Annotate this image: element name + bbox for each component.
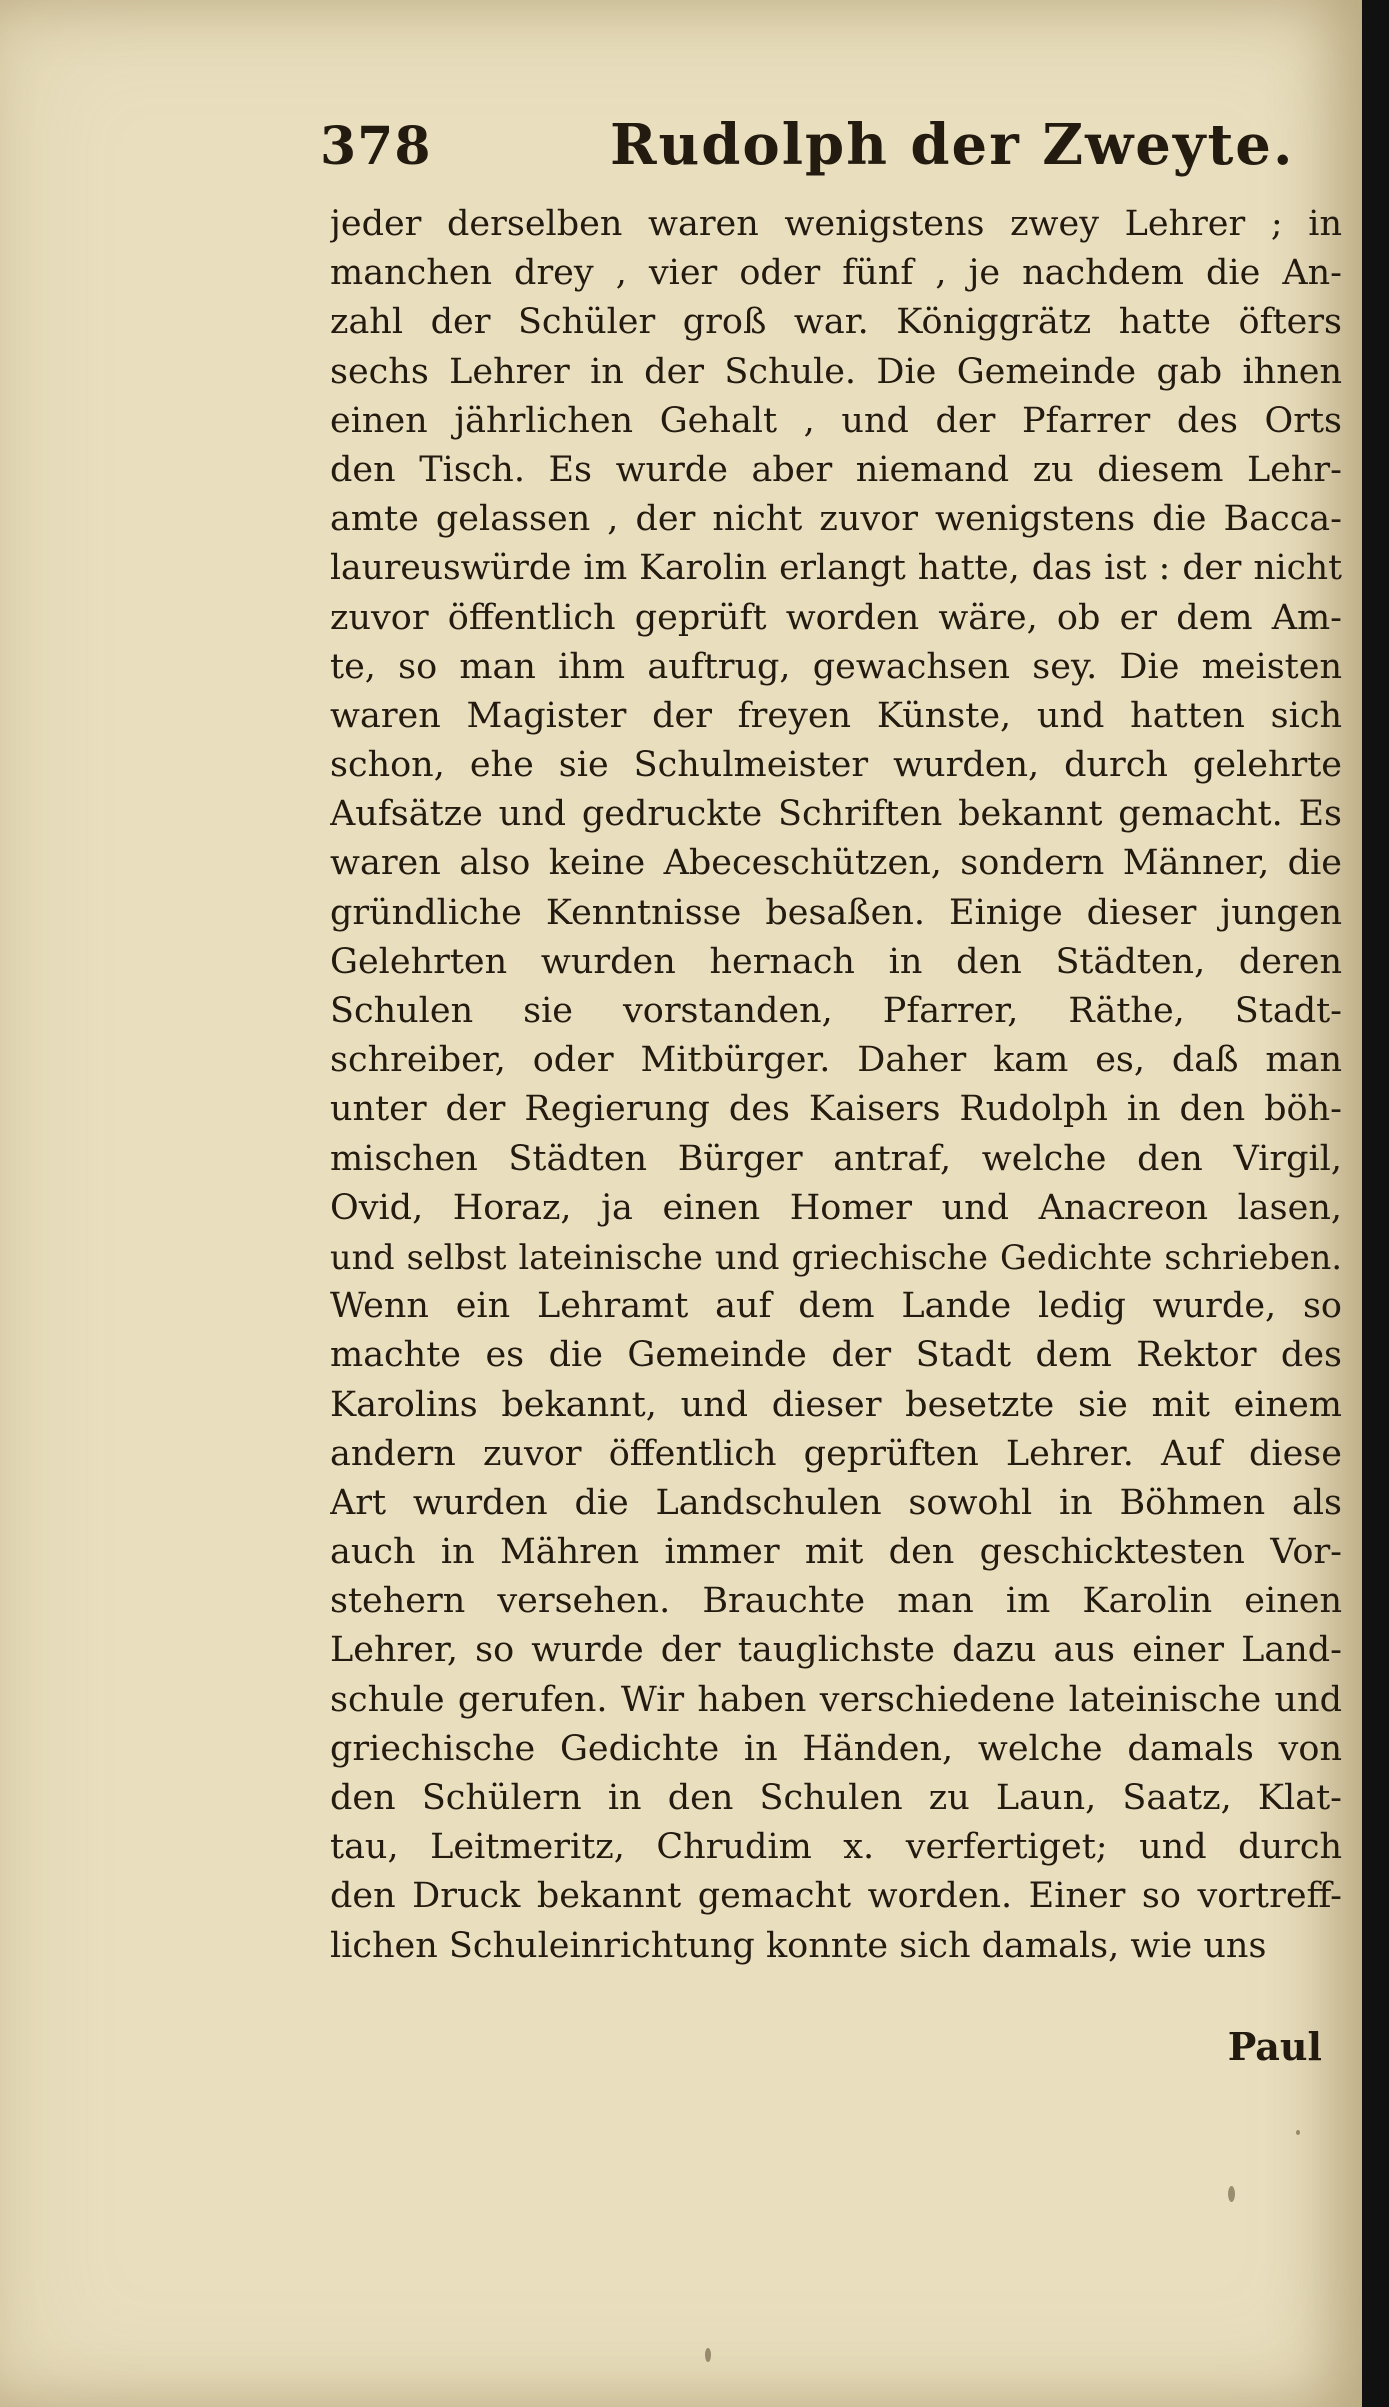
text-line: andern zuvor öffentlich geprüften Lehrer. Auf diese — [330, 1433, 1342, 1474]
text-line: Gelehrten wurden hernach in den Städten, deren — [330, 941, 1342, 982]
text-line: te, so man ihm auftrug, gewachsen sey. Die meisten — [330, 646, 1342, 687]
text-line: auch in Mähren immer mit den geschicktesten Vor- — [330, 1532, 1342, 1573]
page-header — [320, 108, 1340, 188]
text-line: Aufsätze und gedruckte Schriften bekannt gemacht. Es — [330, 794, 1342, 835]
text-line: sechs Lehrer in der Schule. Die Gemeinde gab ihnen — [330, 351, 1342, 392]
text-line: Karolins bekannt, und dieser besetzte sie mit einem — [330, 1384, 1342, 1425]
text-line: lichen Schuleinrichtung konnte sich damals, wie uns — [330, 1925, 1267, 1966]
ink-speck — [1296, 2130, 1300, 2135]
text-line: Art wurden die Landschulen sowohl in Böhmen als — [330, 1482, 1342, 1523]
text-line: Lehrer, so wurde der tauglichste dazu aus einer Land- — [330, 1630, 1342, 1671]
text-line: machte es die Gemeinde der Stadt dem Rektor des — [330, 1335, 1342, 1376]
text-line: den Schülern in den Schulen zu Laun, Saatz, Klat- — [330, 1778, 1342, 1818]
text-line: Schulen sie vorstanden, Pfarrer, Räthe, Stadt- — [330, 991, 1342, 1031]
text-line: Ovid, Horaz, ja einen Homer und Anacreon lasen, — [330, 1187, 1342, 1228]
text-line: unter der Regierung des Kaisers Rudolph in den böh- — [330, 1089, 1342, 1130]
text-line: den Tisch. Es wurde aber niemand zu diesem Lehr- — [330, 449, 1342, 490]
text-line: Wenn ein Lehramt auf dem Lande ledig wurde, so — [330, 1286, 1342, 1327]
ink-speck — [705, 2348, 711, 2362]
page-number: 378 — [320, 116, 432, 177]
running-head: Rudolph der Zweyte. — [610, 112, 1295, 178]
text-line: und selbst lateinische und griechische Gedichte schrieben. — [330, 1237, 1342, 1277]
text-line: gründliche Kenntnisse besaßen. Einige dieser jungen — [330, 892, 1342, 933]
text-line: schule gerufen. Wir haben verschiedene lateinische und — [330, 1679, 1342, 1720]
text-line: schon, ehe sie Schulmeister wurden, durch gelehrte — [330, 745, 1342, 786]
text-line: jeder derselben waren wenigstens zwey Lehrer ; in — [330, 204, 1342, 244]
text-line: stehern versehen. Brauchte man im Karolin einen — [330, 1581, 1342, 1622]
text-line: manchen drey , vier oder fünf , je nachdem die An- — [330, 253, 1342, 294]
text-line: amte gelassen , der nicht zuvor wenigstens die Bacca- — [330, 499, 1342, 540]
text-line: tau, Leitmeritz, Chrudim x. verfertiget; und durch — [330, 1827, 1342, 1868]
text-line: laureuswürde im Karolin erlangt hatte, das ist : der nicht — [330, 548, 1342, 589]
text-line: schreiber, oder Mitbürger. Daher kam es, daß man — [330, 1040, 1342, 1081]
ink-speck — [1228, 2186, 1235, 2202]
text-line: waren also keine Abeceschützen, sondern Männer, die — [330, 843, 1342, 884]
text-line: einen jährlichen Gehalt , und der Pfarrer des Orts — [330, 400, 1342, 441]
catchword: Paul — [1227, 2024, 1322, 2069]
text-line: zahl der Schüler groß war. Königgrätz hatte öfters — [330, 302, 1342, 343]
text-line: griechische Gedichte in Händen, welche damals von — [330, 1728, 1342, 1769]
text-line: waren Magister der freyen Künste, und hatten sich — [330, 695, 1342, 736]
body-text — [330, 200, 1342, 1971]
text-line: den Druck bekannt gemacht worden. Einer so vortreff- — [330, 1876, 1342, 1917]
text-line: zuvor öffentlich geprüft worden wäre, ob er dem Am- — [330, 597, 1342, 638]
text-line: mischen Städten Bürger antraf, welche den Virgil, — [330, 1138, 1342, 1179]
scan-edge — [1362, 0, 1389, 2407]
